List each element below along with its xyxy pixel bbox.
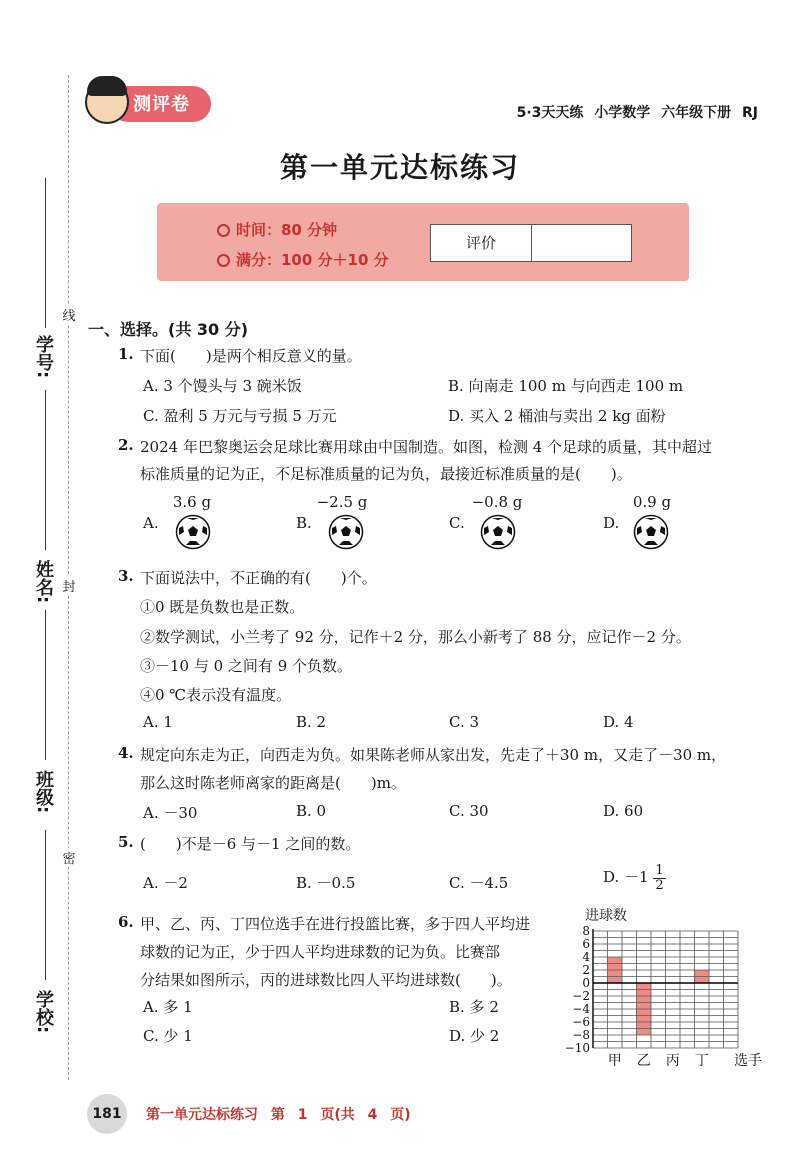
ball-b-label: −2.5 g [316, 493, 368, 511]
chart-y-tick-label: −6 [572, 1015, 590, 1029]
chart-y-tick-label: 2 [582, 963, 590, 977]
q5-number: 5. [118, 833, 134, 851]
margin-label-class: 班级: [33, 770, 54, 814]
ball-d-label: 0.9 g [632, 493, 672, 511]
q4-option-a[interactable]: A. －30 [143, 804, 198, 822]
chart-y-tick-label: −4 [572, 1002, 590, 1016]
fraction-denominator: 2 [655, 877, 664, 893]
q5-option-d-fraction [653, 864, 665, 893]
chart-y-tick-label: −2 [572, 989, 590, 1003]
q6-stem-line1: 甲、乙、丙、丁四位选手在进行投篮比赛，多于四人平均进 [140, 915, 531, 933]
evaluation-field[interactable] [532, 225, 631, 261]
seal-char-mi: 密 [62, 848, 76, 867]
chart-x-axis-label: 选手 [734, 1053, 762, 1069]
logo-text: 测评卷 [133, 94, 190, 115]
class-blank[interactable] [45, 610, 46, 760]
section-title: 一、选择。(共 30 分) [88, 320, 249, 339]
series-info: 5·3天天练 小学数学 六年级下册 RJ [516, 105, 758, 121]
chart-y-tick-label: −10 [564, 1041, 590, 1055]
q6-stem-line2: 球数的记为正，少于四人平均进球数的记为负。比赛部 [140, 943, 501, 961]
chart-y-tick-label: 6 [582, 937, 590, 951]
ball-a-label: 3.6 g [172, 493, 212, 511]
chart-svg [553, 905, 773, 1075]
page-title: 第一单元达标练习 [279, 151, 520, 184]
q2-stem-line2: 标准质量的记为正，不足标准质量的记为负，最接近标准质量的是( )。 [140, 465, 632, 483]
q2-number: 2. [118, 436, 134, 454]
time-text: 时间：80 分钟 [236, 221, 338, 239]
q5-option-d[interactable] [603, 862, 666, 893]
margin-label-name: 姓名: [33, 560, 54, 604]
q4-stem-line1: 规定向东走为正，向西走为负。如果陈老师从家出发，先走了＋30 m，又走了－30 m， [140, 746, 727, 764]
seal-char-xian: 线 [62, 305, 76, 324]
q6-option-a[interactable]: A. 多 1 [143, 998, 193, 1016]
q1-option-d[interactable]: D. 买入 2 桶油与卖出 2 kg 面粉 [448, 407, 666, 425]
q5-stem: ( )不是－6 与－1 之间的数。 [140, 835, 361, 853]
q3-number: 3. [118, 567, 134, 585]
fraction-numerator: 1 [655, 862, 664, 878]
chart-y-tick-label: 4 [582, 950, 590, 964]
q2-option-c[interactable]: C. [449, 514, 465, 532]
score-text: 满分：100 分＋10 分 [236, 251, 389, 269]
student-id-blank[interactable] [45, 178, 46, 328]
evaluation-box [430, 224, 632, 262]
q6-option-c[interactable]: C. 少 1 [143, 1027, 193, 1045]
q6-number: 6. [118, 913, 134, 931]
q4-option-c[interactable]: C. 30 [449, 802, 489, 820]
q3-option-d[interactable]: D. 4 [603, 713, 634, 731]
chart-y-tick-label: −8 [572, 1028, 590, 1042]
score-line [217, 249, 389, 270]
q6-stem-line3: 分结果如图所示，丙的进球数比四人平均进球数( )。 [140, 971, 512, 989]
q2-option-d[interactable]: D. [603, 514, 620, 532]
q1-number: 1. [118, 345, 134, 363]
q3-statement-3: ③－10 与 0 之间有 9 个负数。 [140, 657, 353, 675]
soccer-ball-icon [480, 514, 516, 550]
q3-statement-1: ①0 既是负数也是正数。 [140, 598, 305, 616]
q1-option-b[interactable]: B. 向南走 100 m 与向西走 100 m [448, 377, 684, 395]
chart-title: 进球数 [585, 908, 627, 924]
q3-statement-4: ④0 ℃表示没有温度。 [140, 686, 292, 704]
footer-text: 第一单元达标练习 第 1 页(共 4 页) [146, 1107, 411, 1123]
check-circle-icon [217, 254, 230, 267]
soccer-ball-icon [328, 514, 364, 550]
q1-option-a[interactable]: A. 3 个馒头与 3 碗米饭 [143, 377, 302, 395]
q3-option-c[interactable]: C. 3 [449, 713, 480, 731]
soccer-ball-icon [633, 514, 669, 550]
page-number-badge: 181 [87, 1094, 127, 1134]
q3-stem: 下面说法中，不正确的有( )个。 [140, 569, 377, 587]
margin-label-school: 学校: [33, 990, 54, 1034]
evaluation-label: 评价 [431, 225, 532, 261]
q6-option-d[interactable]: D. 少 2 [449, 1027, 500, 1045]
q5-option-a[interactable]: A. －2 [143, 874, 188, 892]
info-box [157, 203, 689, 281]
mascot-hair-icon [87, 76, 127, 96]
soccer-ball-icon [175, 514, 211, 550]
q1-option-c[interactable]: C. 盈利 5 万元与亏损 5 万元 [143, 407, 337, 425]
q1-stem: 下面( )是两个相反意义的量。 [140, 347, 362, 365]
chart-category-label: 乙 [636, 1053, 651, 1069]
q5-option-b[interactable]: B. －0.5 [296, 874, 356, 892]
time-line [217, 219, 337, 240]
q3-option-b[interactable]: B. 2 [296, 713, 327, 731]
q3-statement-2: ②数学测试，小兰考了 92 分，记作＋2 分，那么小新考了 88 分，应记作－2 分。 [140, 628, 691, 646]
school-blank[interactable] [45, 830, 46, 980]
chart-y-tick-label: 0 [582, 976, 590, 990]
q3-option-a[interactable]: A. 1 [143, 713, 173, 731]
chart-y-tick-label: 8 [582, 924, 590, 938]
chart-category-label: 丁 [694, 1053, 709, 1069]
q4-option-b[interactable]: B. 0 [296, 802, 327, 820]
q4-stem-line2: 那么这时陈老师离家的距离是( )m。 [140, 774, 406, 792]
q6-option-b[interactable]: B. 多 2 [449, 998, 499, 1016]
q2-option-a[interactable]: A. [143, 514, 159, 532]
q5-option-d-text: D. －1 [603, 868, 649, 886]
chart-category-label: 甲 [607, 1053, 622, 1069]
q4-option-d[interactable]: D. 60 [603, 802, 644, 820]
margin-label-student-id: 学号: [33, 335, 54, 379]
chart-category-label: 丙 [665, 1053, 680, 1069]
name-blank[interactable] [45, 390, 46, 550]
q5-option-c[interactable]: C. －4.5 [449, 874, 509, 892]
logo [85, 76, 211, 128]
q4-number: 4. [118, 744, 134, 762]
seal-char-feng: 封 [62, 576, 76, 595]
ball-c-label: −0.8 g [471, 493, 523, 511]
q2-stem-line1: 2024 年巴黎奥运会足球比赛用球由中国制造。如图，检测 4 个足球的质量，其中超过 [140, 438, 713, 456]
goals-chart [553, 905, 773, 1075]
q2-option-b[interactable]: B. [296, 514, 312, 532]
clock-icon [217, 224, 230, 237]
